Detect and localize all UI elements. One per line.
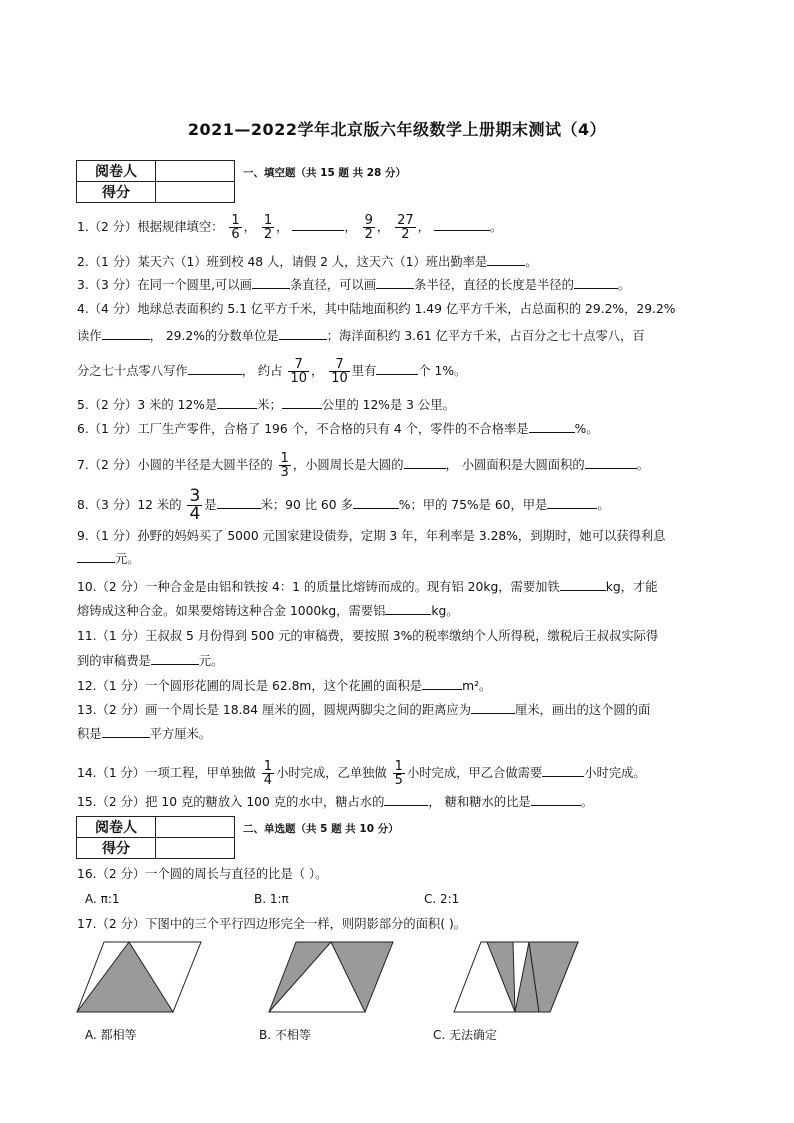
answer-blank[interactable] bbox=[353, 496, 399, 509]
score-cell[interactable] bbox=[156, 182, 235, 203]
answer-blank[interactable] bbox=[487, 253, 525, 266]
answer-blank[interactable] bbox=[102, 327, 150, 340]
parallelogram-figure-b bbox=[268, 940, 396, 1014]
option-a[interactable]: A. 都相等 bbox=[85, 1028, 137, 1042]
question-9-line-1: 9.（1 分）孙野的妈妈买了 5000 元国家建设债券，定期 3 年，年利率是 3.28%，到期时，她可以获得利息 bbox=[77, 529, 666, 543]
option-b[interactable]: B. 不相等 bbox=[259, 1028, 311, 1042]
question-15: 15.（2 分）把 10 克的糖放入 100 克的水中，糖占水的 ， 糖和糖水的比是 。 bbox=[77, 795, 593, 809]
question-9-line-2: 元。 bbox=[77, 550, 140, 568]
q14-fraction-2: $\frac{1}{5}$ bbox=[394, 759, 403, 788]
q4-fraction: $\frac{7}{10}$ bbox=[331, 357, 348, 386]
question-10-line-2: 熔铸成这种合金。如果要熔铸这种合金 1000kg，需要铝 kg。 bbox=[77, 604, 459, 618]
answer-blank[interactable] bbox=[376, 362, 418, 375]
option-b[interactable]: B. 1:π bbox=[254, 892, 289, 906]
answer-blank[interactable] bbox=[77, 550, 115, 563]
reviewer-cell[interactable] bbox=[156, 817, 235, 838]
section-heading-fill-blank: 一、填空题（共 15 题 共 28 分） bbox=[243, 167, 407, 179]
question-11-line-2: 到的审稿费是 元。 bbox=[77, 654, 224, 668]
question-6: 6.（1 分）工厂生产零件，合格了 196 个，不合格的只有 4 个，零件的不合格率是 %。 bbox=[77, 422, 599, 436]
answer-blank[interactable] bbox=[252, 276, 290, 289]
answer-blank[interactable] bbox=[434, 218, 490, 231]
q1-fraction-2: $\frac{1}{2}$ bbox=[263, 213, 273, 242]
answer-blank[interactable] bbox=[542, 764, 584, 777]
answer-blank[interactable] bbox=[217, 396, 257, 409]
question-11-line-1: 11.（1 分）王叔叔 5 月份得到 500 元的审稿费，要按照 3%的税率缴纳个人所得税，缴税后王叔叔实际得 bbox=[77, 629, 659, 643]
answer-blank[interactable] bbox=[531, 793, 581, 806]
question-17: 17.（2 分）下图中的三个平行四边形完全一样，则阴影部分的面积( )。 bbox=[77, 917, 467, 931]
answer-blank[interactable] bbox=[217, 496, 261, 509]
parallelogram-figure-c bbox=[453, 940, 581, 1014]
answer-blank[interactable] bbox=[404, 456, 446, 469]
question-3: 3.（3 分）在同一个圆里,可以画 条直径，可以画 条半径，直径的长度是半径的 。 bbox=[77, 278, 631, 292]
question-7: 7.（2 分）小圆的半径是大圆半径的 $\frac{1}{3}$ ，小圆周长是大圆的 ， 小圆面积是大圆面积的 。 bbox=[77, 451, 650, 480]
answer-blank[interactable] bbox=[279, 327, 327, 340]
question-1: 1.（2 分）根据规律填空： $\frac{1}{6}$ ， $\frac{1}{2}$ ， ， $\frac{9}{2}$ ， $\frac{27}{2}$ ， 。 bbox=[77, 213, 503, 242]
reviewer-label: 阅卷人 bbox=[77, 817, 156, 838]
question-5: 5.（2 分）3 米的 12%是 米； 公里的 12%是 3 公里。 bbox=[77, 398, 455, 412]
answer-blank[interactable] bbox=[151, 652, 199, 665]
answer-blank[interactable] bbox=[384, 793, 428, 806]
q4-fraction: $\frac{7}{10}$ bbox=[290, 357, 307, 386]
question-16: 16.（2 分）一个圆的周长与直径的比是（ ）。 bbox=[77, 867, 328, 881]
option-c[interactable]: C. 无法确定 bbox=[433, 1028, 498, 1042]
question-14: 14.（1 分）一项工程，甲单独做 $\frac{1}{4}$ 小时完成，乙单独做 $\frac{1}{5}$ 小时完成，甲乙合做需要 小时完成。 bbox=[77, 759, 646, 788]
reviewer-cell[interactable] bbox=[156, 161, 235, 182]
answer-blank[interactable] bbox=[529, 420, 575, 433]
question-4-line-2: 读作 ， 29.2%的分数单位是 ；海洋面积约 3.61 亿平方千米，占百分之七十点零八，百 bbox=[77, 329, 645, 343]
answer-blank[interactable] bbox=[376, 276, 414, 289]
answer-blank[interactable] bbox=[547, 496, 597, 509]
score-label: 得分 bbox=[77, 838, 156, 859]
reviewer-label: 阅卷人 bbox=[77, 161, 156, 182]
parallelogram-figure-a bbox=[76, 940, 204, 1014]
question-4-line-3: 分之七十点零八写作 ， 约占 $\frac{7}{10}$ ， $\frac{7}{10}$ 里有 个 1%。 bbox=[77, 357, 467, 386]
score-box-2 bbox=[76, 816, 235, 859]
question-13-line-2: 积是 平方厘米。 bbox=[77, 727, 212, 741]
q7-fraction: $\frac{1}{3}$ bbox=[280, 451, 289, 480]
question-8: 8.（3 分）12 米的 $\frac{3}{4}$ 是 米；90 比 60 多 %；甲的 75%是 60，甲是 。 bbox=[77, 486, 610, 524]
q1-fraction-3: $\frac{9}{2}$ bbox=[364, 213, 373, 242]
question-2: 2.（1 分）某天六（1）班到校 48 人，请假 2 人，这天六（1）班出勤率是 。 bbox=[77, 255, 538, 269]
answer-blank[interactable] bbox=[282, 396, 322, 409]
answer-blank[interactable] bbox=[422, 677, 462, 690]
q8-fraction: $\frac{3}{4}$ bbox=[189, 486, 201, 524]
answer-blank[interactable] bbox=[102, 725, 150, 738]
q14-fraction-1: $\frac{1}{4}$ bbox=[263, 759, 273, 788]
answer-blank[interactable] bbox=[188, 362, 242, 375]
score-box-1 bbox=[76, 160, 235, 203]
question-12: 12.（1 分）一个圆形花圃的周长是 62.8m，这个花圃的面积是 m²。 bbox=[77, 679, 492, 693]
answer-blank[interactable] bbox=[560, 578, 606, 591]
option-a[interactable]: A. π:1 bbox=[85, 892, 120, 906]
answer-blank[interactable] bbox=[585, 456, 637, 469]
answer-blank[interactable] bbox=[574, 276, 618, 289]
q1-fraction-4: $\frac{27}{2}$ bbox=[397, 213, 414, 242]
question-10-line-1: 10.（2 分）一种合金是由铝和铁按 4：1 的质量比熔铸而成的。现有铝 20kg，需要加铁 kg，才能 bbox=[77, 580, 658, 594]
answer-blank[interactable] bbox=[292, 218, 344, 231]
section-heading-single-choice: 二、单选题（共 5 题 共 10 分） bbox=[243, 823, 399, 835]
question-13-line-1: 13.（2 分）画一个周长是 18.84 厘米的圆，圆规两脚尖之间的距离应为 厘米，画出的这个圆的面 bbox=[77, 703, 651, 717]
answer-blank[interactable] bbox=[385, 602, 431, 615]
page-title: 2021—2022学年北京版六年级数学上册期末测试（4） bbox=[187, 120, 607, 139]
score-label: 得分 bbox=[77, 182, 156, 203]
q1-fraction-1: $\frac{1}{6}$ bbox=[231, 213, 240, 242]
answer-blank[interactable] bbox=[471, 701, 515, 714]
question-4-line-1: 4.（4 分）地球总表面积约 5.1 亿平方千米，其中陆地面积约 1.49 亿平方千米，占总面积的 29.2%，29.2% bbox=[77, 302, 676, 316]
q1-text: 1.（2 分）根据规律填空： bbox=[77, 220, 224, 234]
score-cell[interactable] bbox=[156, 838, 235, 859]
option-c[interactable]: C. 2:1 bbox=[424, 892, 460, 906]
